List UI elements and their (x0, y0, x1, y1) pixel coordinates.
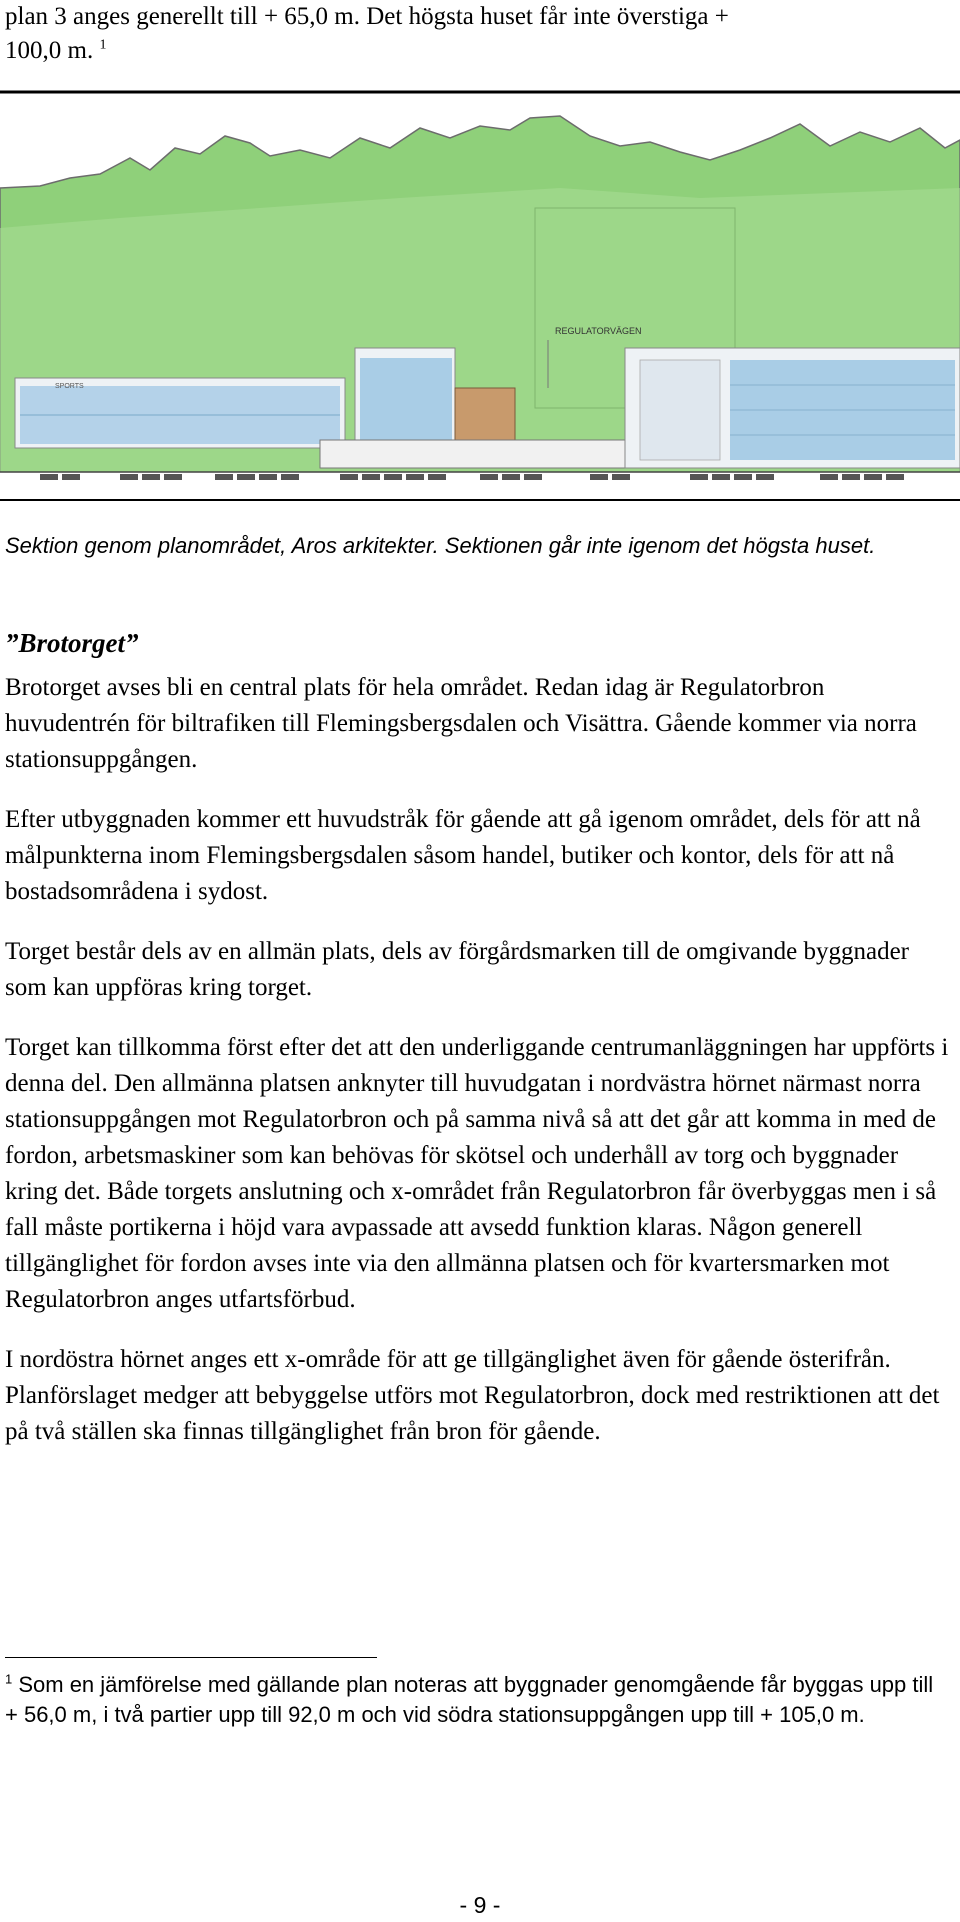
figure-caption: Sektion genom planområdet, Aros arkitekter. Sektionen går inte igenom det högsta huset. (5, 533, 876, 558)
paragraph: Torget kan tillkomma först efter det att den underliggande centrumanläggningen har uppförts i denna del. Den allmänna platsen anknyter till huvudgatan i nordvästra hörnet närmast norra stationsuppgången mot Regulatorbron och på samma nivå så att det går att komma in med de fordon, arbetsmaskiner som kan behövas för skötsel och underhåll av torg och byggnader kring det. Både torgets anslutning och x-området från Regulatorbron får överbyggas men i så fall måste portikerna i höjd vara avpassade att avsedd funktion klaras. Någon generell tillgänglighet för fordon avses inte via den allmänna platsen och för kvartersmarken mot Regulatorbron anges utfartsförbud. (5, 1034, 949, 1313)
paragraph: I nordöstra hörnet anges ett x-område för att ge tillgänglighet även för gående österifrån. Planförslaget medger att bebyggelse utförs mot Regulatorbron, dock med restriktionen att det på två ställen ska finnas tillgänglighet från bron för gående. (5, 1346, 940, 1445)
section-drawing (0, 88, 960, 508)
body-text (5, 670, 950, 1474)
sports-label: SPORTS (55, 383, 84, 390)
paragraph: Efter utbyggnaden kommer ett huvudstråk för gående att gå igenom området, dels för att nå målpunkterna inom Flemingsbergsdalen såsom handel, butiker och kontor, dels för att nå bostadsområdena i sydost. (5, 806, 921, 905)
intro-line-1: plan 3 anges generellt till + 65,0 m. Det högsta huset får inte överstiga + (5, 3, 729, 30)
paragraph: Torget består dels av en allmän plats, dels av förgårdsmarken till de omgivande byggnader som kan uppföras kring torget. (5, 938, 910, 1001)
office-block (625, 348, 960, 468)
footnote-reference: 1 (99, 37, 107, 53)
road-label: REGULATORVÄGEN (555, 326, 642, 336)
footnote-text: Som en jämförelse med gällande plan noteras att byggnader genomgående får byggas upp till + 56,0 m, i två partier upp till 92,0 m och vid södra stationsuppgången upp till + 105,0 m. (5, 1672, 934, 1727)
footnote (5, 1670, 950, 1730)
section-drawing-svg (0, 88, 960, 508)
page-number: - 9 - (459, 1892, 501, 1918)
intro-line-2: 100,0 m. (5, 37, 94, 64)
intro-paragraph (5, 0, 955, 68)
section-heading: ”Brotorget” (5, 628, 139, 658)
paragraph: Brotorget avses bli en central plats för hela området. Redan idag är Regulatorbron huvudentrén för biltrafiken till Flemingsbergsdalen och Visättra. Gående kommer via norra stationsuppgången. (5, 674, 917, 773)
footnote-marker: 1 (5, 1671, 13, 1687)
footnote-separator (5, 1657, 377, 1658)
